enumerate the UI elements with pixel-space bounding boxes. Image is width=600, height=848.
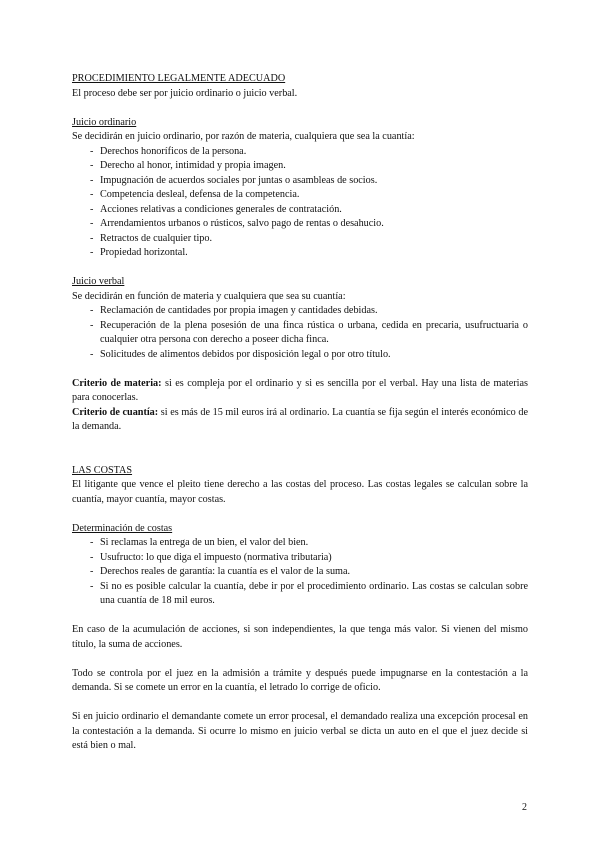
list-item: - Si reclamas la entrega de un bien, el valor del bien. bbox=[90, 537, 309, 548]
costas-paragraph: El litigante que vence el pleito tiene derecho a las costas del proceso. Las costas legales se calculan sobre la cuantía, mayor cuantía, mayor costas. bbox=[72, 479, 528, 505]
costas-heading: LAS COSTAS bbox=[72, 464, 133, 476]
list-item: - Reclamación de cantidades por propia imagen y cantidades debidas. bbox=[90, 305, 378, 316]
criterio-materia-text: si es compleja por el ordinario y si es sencilla por el verbal. Hay una lista de materias para conocerlas. bbox=[72, 377, 528, 403]
verbal-list bbox=[72, 304, 528, 362]
verbal-lead: Se decidirán en función de materia y cualquiera que sea su cuantía: bbox=[72, 290, 346, 302]
list-item: - Competencia desleal, defensa de la competencia. bbox=[90, 189, 300, 200]
acumulacion-paragraph: En caso de la acumulación de acciones, si son independientes, la que tenga más valor. Si vienen del mismo título, la suma de acciones. bbox=[72, 624, 528, 650]
ordinario-heading: Juicio ordinario bbox=[72, 116, 137, 128]
determinacion-heading: Determinación de costas bbox=[72, 522, 173, 534]
verbal-heading: Juicio verbal bbox=[72, 276, 125, 287]
criterio-cuantia-text: si es más de 15 mil euros irá al ordinario. La cuantía se fija según el interés económico de la demanda. bbox=[72, 406, 528, 432]
document-body bbox=[72, 72, 528, 754]
list-item: - Recuperación de la plena posesión de una finca rústica o urbana, cedida en precaria, usufructuaria o cualquier otra persona con derecho a poseer dicha finca. bbox=[90, 319, 528, 345]
criterio-cuantia-label: Criterio de cuantía: bbox=[72, 406, 159, 418]
main-heading: PROCEDIMIENTO LEGALMENTE ADECUADO bbox=[72, 73, 286, 84]
list-item: - Usufructo: lo que diga el impuesto (normativa tributaria) bbox=[90, 551, 332, 563]
page-number: 2 bbox=[522, 802, 527, 813]
ordinario-lead: Se decidirán en juicio ordinario, por razón de materia, cualquiera que sea la cuantía: bbox=[72, 131, 415, 142]
list-item: - Acciones relativas a condiciones generales de contratación. bbox=[90, 203, 342, 215]
list-item: - Derecho al honor, intimidad y propia imagen. bbox=[90, 160, 286, 171]
criterio-cuantia-paragraph bbox=[72, 406, 528, 435]
list-item: - Derechos honoríficos de la persona. bbox=[90, 145, 247, 157]
control-paragraph: Todo se controla por el juez en la admisión a trámite y después puede impugnarse en la contestación a la demanda. Si se comete un error en la cuantía, el letrado lo corrige de oficio. bbox=[72, 667, 528, 693]
list-item: - Propiedad horizontal. bbox=[90, 247, 188, 258]
costas-list bbox=[72, 536, 528, 609]
list-item: - Derechos reales de garantía: la cuantía es el valor de la suma. bbox=[90, 566, 351, 577]
error-procesal-paragraph: Si en juicio ordinario el demandante comete un error procesal, el demandado realiza una excepción procesal en la contestación a la demanda. Si ocurre lo mismo en juicio verbal se dicta un auto en el que el juez decide si está bien o mal. bbox=[72, 711, 528, 751]
criterio-materia-label: Criterio de materia: bbox=[72, 377, 162, 389]
ordinario-list bbox=[72, 145, 528, 261]
list-item: - Solicitudes de alimentos debidos por disposición legal o por otro título. bbox=[90, 348, 391, 360]
list-item: - Impugnación de acuerdos sociales por juntas o asambleas de socios. bbox=[90, 174, 378, 186]
list-item: - Retractos de cualquier tipo. bbox=[90, 232, 213, 244]
criterio-materia-paragraph bbox=[72, 377, 528, 406]
list-item: - Si no es posible calcular la cuantía, debe ir por el procedimiento ordinario. Las costas se calculan sobre una cuantía de 18 mil euros. bbox=[90, 580, 528, 606]
list-item: - Arrendamientos urbanos o rústicos, salvo pago de rentas o desahucio. bbox=[90, 218, 384, 229]
intro-paragraph: El proceso debe ser por juicio ordinario o juicio verbal. bbox=[72, 87, 298, 99]
